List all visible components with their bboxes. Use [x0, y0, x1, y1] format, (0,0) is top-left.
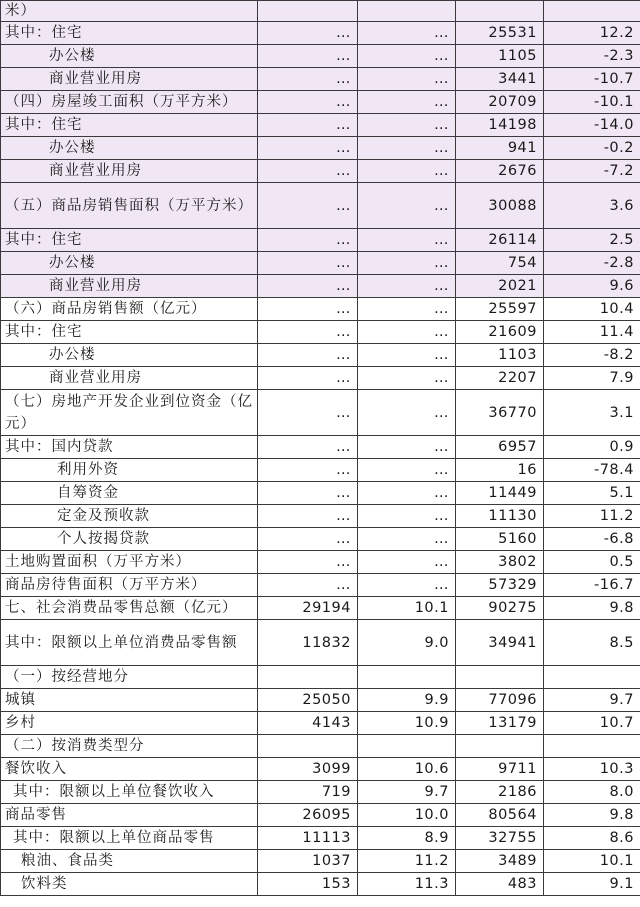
- cell-cumulative-growth: 8.5: [544, 620, 640, 666]
- cell-cumulative-value: 36770: [456, 390, 544, 436]
- row-label: 定金及预收款: [1, 505, 258, 528]
- cell-month-value: 11832: [258, 620, 358, 666]
- cell-cumulative-growth: 9.7: [544, 689, 640, 712]
- cell-cumulative-value: 5160: [456, 528, 544, 551]
- cell-month-value: …: [258, 183, 358, 229]
- cell-month-value: 26095: [258, 804, 358, 827]
- cell-cumulative-growth: 8.0: [544, 781, 640, 804]
- cell-month-growth: …: [358, 183, 456, 229]
- row-label: 商品零售: [1, 804, 258, 827]
- row-label: 其中：住宅: [1, 114, 258, 137]
- table-row: [1, 666, 640, 689]
- row-label: 乡村: [1, 712, 258, 735]
- cell-month-growth: …: [358, 68, 456, 91]
- row-label: 其中：住宅: [1, 229, 258, 252]
- cell-cumulative-growth: -2.3: [544, 45, 640, 68]
- cell-cumulative-value: 6957: [456, 436, 544, 459]
- cell-month-growth: …: [358, 252, 456, 275]
- cell-month-value: 719: [258, 781, 358, 804]
- cell-month-growth: 10.0: [358, 804, 456, 827]
- cell-month-value: …: [258, 459, 358, 482]
- cell-cumulative-growth: 5.1: [544, 482, 640, 505]
- cell-cumulative-growth: 10.7: [544, 712, 640, 735]
- cell-cumulative-growth: 9.8: [544, 804, 640, 827]
- cell-month-value: 1037: [258, 850, 358, 873]
- row-label: 利用外资: [1, 459, 258, 482]
- row-label: 商业营业用房: [1, 68, 258, 91]
- cell-month-value: …: [258, 505, 358, 528]
- cell-cumulative-value: 3441: [456, 68, 544, 91]
- table-row: [1, 597, 640, 620]
- table-row: [1, 850, 640, 873]
- cell-cumulative-growth: -78.4: [544, 459, 640, 482]
- cell-cumulative-growth: 12.2: [544, 22, 640, 45]
- cell-cumulative-value: 3802: [456, 551, 544, 574]
- table-row: [1, 574, 640, 597]
- cell-cumulative-value: 80564: [456, 804, 544, 827]
- table-row: [1, 689, 640, 712]
- table-row: [1, 22, 640, 45]
- cell-month-growth: …: [358, 367, 456, 390]
- cell-month-value: …: [258, 91, 358, 114]
- row-label: 商业营业用房: [1, 367, 258, 390]
- cell-month-growth: …: [358, 482, 456, 505]
- table-row: [1, 482, 640, 505]
- cell-month-value: …: [258, 229, 358, 252]
- cell-month-value: …: [258, 574, 358, 597]
- cell-cumulative-value: 11130: [456, 505, 544, 528]
- table-row: [1, 459, 640, 482]
- cell-cumulative-value: 21609: [456, 321, 544, 344]
- row-label: 其中：国内贷款: [1, 436, 258, 459]
- row-label: （四）房屋竣工面积（万平方米）: [1, 91, 258, 114]
- cell-month-growth: 9.0: [358, 620, 456, 666]
- cell-cumulative-value: 2207: [456, 367, 544, 390]
- cell-cumulative-growth: -10.7: [544, 68, 640, 91]
- cell-month-value: …: [258, 137, 358, 160]
- table-row: [1, 137, 640, 160]
- cell-month-value: 4143: [258, 712, 358, 735]
- cell-month-growth: …: [358, 436, 456, 459]
- cell-cumulative-value: 13179: [456, 712, 544, 735]
- cell-cumulative-growth: 2.5: [544, 229, 640, 252]
- cell-month-growth: …: [358, 137, 456, 160]
- row-label: 办公楼: [1, 344, 258, 367]
- row-label: 饮料类: [1, 873, 258, 896]
- cell-cumulative-value: 2676: [456, 160, 544, 183]
- cell-month-value: …: [258, 390, 358, 436]
- cell-month-growth: …: [358, 344, 456, 367]
- table-row: [1, 229, 640, 252]
- table-row: [1, 68, 640, 91]
- row-label: 餐饮收入: [1, 758, 258, 781]
- row-label: （五）商品房销售面积（万平方米）: [1, 183, 258, 229]
- table-row: [1, 275, 640, 298]
- row-label: 办公楼: [1, 252, 258, 275]
- cell-cumulative-value: 2021: [456, 275, 544, 298]
- row-label: 其中：限额以上单位餐饮收入: [1, 781, 258, 804]
- row-label: 商业营业用房: [1, 160, 258, 183]
- cell-cumulative-value: 941: [456, 137, 544, 160]
- cell-month-growth: 10.1: [358, 597, 456, 620]
- cell-cumulative-value: 11449: [456, 482, 544, 505]
- row-label: 土地购置面积（万平方米）: [1, 551, 258, 574]
- cell-cumulative-value: 16: [456, 459, 544, 482]
- cell-cumulative-growth: -6.8: [544, 528, 640, 551]
- row-label: 自筹资金: [1, 482, 258, 505]
- cell-month-value: 29194: [258, 597, 358, 620]
- cell-month-value: …: [258, 275, 358, 298]
- row-label: 其中：限额以上单位商品零售: [1, 827, 258, 850]
- cell-month-value: …: [258, 160, 358, 183]
- cell-month-value: …: [258, 367, 358, 390]
- cell-month-value: …: [258, 482, 358, 505]
- cell-month-growth: …: [358, 551, 456, 574]
- cell-cumulative-growth: -8.2: [544, 344, 640, 367]
- cell-month-growth: 10.6: [358, 758, 456, 781]
- cell-month-value: …: [258, 45, 358, 68]
- cell-cumulative-growth: -7.2: [544, 160, 640, 183]
- cell-cumulative-growth: -0.2: [544, 137, 640, 160]
- cell-month-value: …: [258, 252, 358, 275]
- cell-cumulative-value: [456, 735, 544, 758]
- cell-month-growth: 9.7: [358, 781, 456, 804]
- cell-cumulative-value: 57329: [456, 574, 544, 597]
- cell-month-growth: …: [358, 321, 456, 344]
- cell-month-growth: …: [358, 574, 456, 597]
- cell-cumulative-value: 77096: [456, 689, 544, 712]
- row-label: 商业营业用房: [1, 275, 258, 298]
- table-row: [1, 712, 640, 735]
- cell-month-value: 25050: [258, 689, 358, 712]
- row-label: 粮油、食品类: [1, 850, 258, 873]
- cell-cumulative-growth: -2.8: [544, 252, 640, 275]
- table-row: [1, 160, 640, 183]
- cell-cumulative-growth: 8.6: [544, 827, 640, 850]
- table-row: [1, 91, 640, 114]
- cell-month-growth: …: [358, 390, 456, 436]
- table-body: [1, 1, 640, 896]
- cell-month-value: …: [258, 68, 358, 91]
- cell-month-value: 3099: [258, 758, 358, 781]
- cell-month-value: …: [258, 22, 358, 45]
- row-label: 其中：住宅: [1, 321, 258, 344]
- cell-cumulative-growth: 11.4: [544, 321, 640, 344]
- cell-cumulative-growth: 10.4: [544, 298, 640, 321]
- cell-month-growth: …: [358, 114, 456, 137]
- cell-month-growth: [358, 666, 456, 689]
- cell-cumulative-growth: 9.1: [544, 873, 640, 896]
- table-row: [1, 390, 640, 436]
- table-row: [1, 505, 640, 528]
- table-row: [1, 804, 640, 827]
- cell-cumulative-value: 9711: [456, 758, 544, 781]
- cell-month-value: 11113: [258, 827, 358, 850]
- row-label: 个人按揭贷款: [1, 528, 258, 551]
- cell-month-growth: …: [358, 505, 456, 528]
- cell-month-growth: …: [358, 22, 456, 45]
- table-row: [1, 45, 640, 68]
- cell-month-value: …: [258, 114, 358, 137]
- table-row: [1, 436, 640, 459]
- cell-cumulative-value: [456, 666, 544, 689]
- table-row: [1, 367, 640, 390]
- table-row: [1, 827, 640, 850]
- cell-cumulative-growth: 10.3: [544, 758, 640, 781]
- table-row: [1, 183, 640, 229]
- table-row: [1, 873, 640, 896]
- cell-cumulative-value: 32755: [456, 827, 544, 850]
- cell-month-value: [258, 666, 358, 689]
- cell-cumulative-growth: 10.1: [544, 850, 640, 873]
- table-row: [1, 528, 640, 551]
- cell-cumulative-value: 26114: [456, 229, 544, 252]
- cell-month-value: …: [258, 344, 358, 367]
- cell-month-value: …: [258, 298, 358, 321]
- cell-cumulative-value: 20709: [456, 91, 544, 114]
- cell-cumulative-value: 25597: [456, 298, 544, 321]
- row-label: 七、社会消费品零售总额（亿元）: [1, 597, 258, 620]
- cell-cumulative-growth: 0.9: [544, 436, 640, 459]
- cell-month-value: [258, 1, 358, 22]
- cell-month-growth: …: [358, 528, 456, 551]
- cell-cumulative-growth: [544, 666, 640, 689]
- cell-cumulative-growth: [544, 735, 640, 758]
- table-row: [1, 321, 640, 344]
- cell-cumulative-value: 34941: [456, 620, 544, 666]
- cell-cumulative-growth: 0.5: [544, 551, 640, 574]
- cell-cumulative-value: 754: [456, 252, 544, 275]
- cell-cumulative-growth: 3.6: [544, 183, 640, 229]
- row-label: 城镇: [1, 689, 258, 712]
- cell-month-growth: …: [358, 91, 456, 114]
- row-label: 办公楼: [1, 137, 258, 160]
- row-label: （七）房地产开发企业到位资金（亿元）: [1, 390, 258, 436]
- cell-cumulative-growth: -10.1: [544, 91, 640, 114]
- cell-cumulative-growth: 3.1: [544, 390, 640, 436]
- cell-cumulative-value: 1103: [456, 344, 544, 367]
- cell-cumulative-value: 25531: [456, 22, 544, 45]
- cell-month-value: …: [258, 551, 358, 574]
- row-label: 办公楼: [1, 45, 258, 68]
- cell-cumulative-value: 14198: [456, 114, 544, 137]
- cell-cumulative-growth: -14.0: [544, 114, 640, 137]
- table-row: [1, 781, 640, 804]
- row-label: （二）按消费类型分: [1, 735, 258, 758]
- table-row: [1, 344, 640, 367]
- cell-month-growth: …: [358, 275, 456, 298]
- row-label: 其中：住宅: [1, 22, 258, 45]
- cell-month-growth: …: [358, 298, 456, 321]
- cell-cumulative-value: 483: [456, 873, 544, 896]
- cell-month-growth: 8.9: [358, 827, 456, 850]
- cell-cumulative-growth: 11.2: [544, 505, 640, 528]
- table-row: [1, 758, 640, 781]
- table-row: [1, 1, 640, 22]
- cell-month-growth: 9.9: [358, 689, 456, 712]
- cell-month-value: …: [258, 436, 358, 459]
- cell-month-growth: [358, 735, 456, 758]
- cell-month-growth: …: [358, 229, 456, 252]
- row-label: 米）: [1, 1, 258, 22]
- cell-month-growth: 10.9: [358, 712, 456, 735]
- cell-cumulative-value: 2186: [456, 781, 544, 804]
- cell-cumulative-growth: 9.6: [544, 275, 640, 298]
- cell-month-growth: 11.2: [358, 850, 456, 873]
- cell-cumulative-value: 90275: [456, 597, 544, 620]
- table-row: [1, 551, 640, 574]
- cell-cumulative-growth: -16.7: [544, 574, 640, 597]
- cell-month-growth: …: [358, 160, 456, 183]
- table-row: [1, 252, 640, 275]
- cell-cumulative-value: 1105: [456, 45, 544, 68]
- cell-month-value: 153: [258, 873, 358, 896]
- cell-cumulative-growth: 9.8: [544, 597, 640, 620]
- cell-month-growth: [358, 1, 456, 22]
- cell-cumulative-growth: [544, 1, 640, 22]
- cell-month-value: …: [258, 321, 358, 344]
- cell-month-value: [258, 735, 358, 758]
- table-row: [1, 735, 640, 758]
- cell-cumulative-value: 30088: [456, 183, 544, 229]
- row-label: 其中：限额以上单位消费品零售额: [1, 620, 258, 666]
- cell-cumulative-value: [456, 1, 544, 22]
- cell-month-growth: …: [358, 45, 456, 68]
- table-row: [1, 620, 640, 666]
- table-row: [1, 114, 640, 137]
- row-label: （一）按经营地分: [1, 666, 258, 689]
- cell-month-value: …: [258, 528, 358, 551]
- cell-cumulative-value: 3489: [456, 850, 544, 873]
- cell-month-growth: …: [358, 459, 456, 482]
- cell-month-growth: 11.3: [358, 873, 456, 896]
- row-label: 商品房待售面积（万平方米）: [1, 574, 258, 597]
- cell-cumulative-growth: 7.9: [544, 367, 640, 390]
- row-label: （六）商品房销售额（亿元）: [1, 298, 258, 321]
- table-row: [1, 298, 640, 321]
